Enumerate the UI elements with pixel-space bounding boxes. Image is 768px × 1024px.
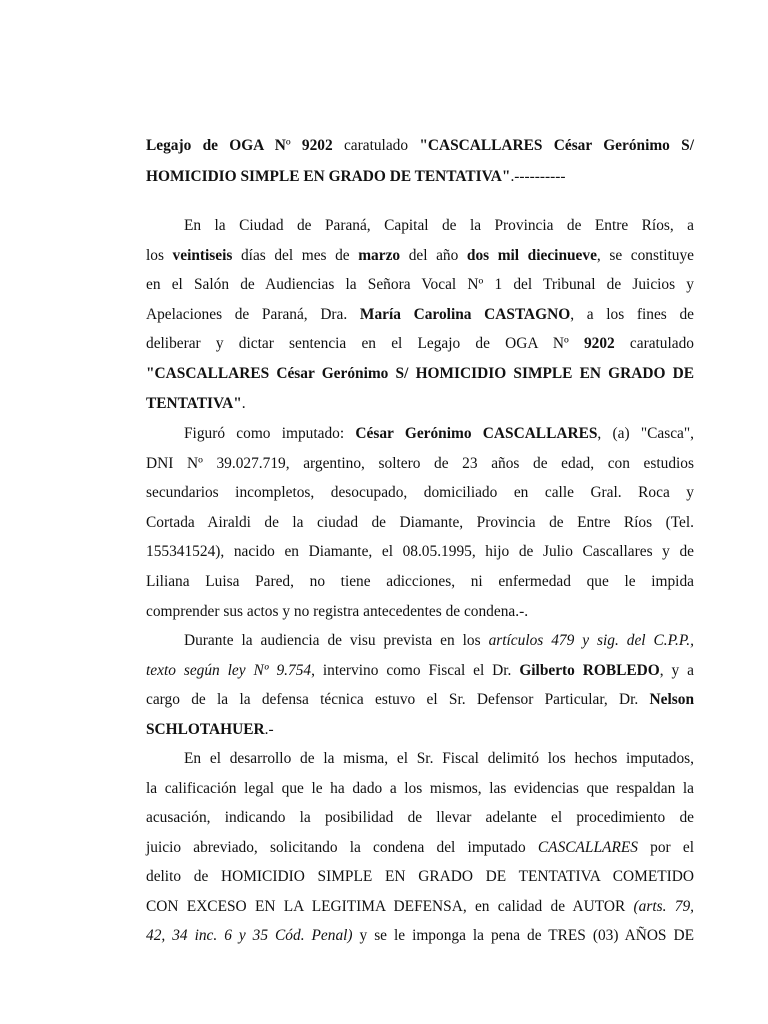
text-run: César Gerónimo CASCALLARES	[355, 425, 598, 442]
text-run: , y a	[659, 662, 694, 679]
text-run: Gilberto ROBLEDO	[519, 662, 660, 679]
text-run: , a los fines de	[570, 306, 694, 323]
paragraph3-line-3	[146, 690, 694, 710]
text-run: SCHLOTAHUER	[146, 721, 265, 738]
text-run: CON EXCESO EN LA LEGITIMA DEFENSA, en calidad de AUTOR	[146, 898, 634, 915]
text-run: secundarios incompletos, desocupado, domiciliado en calle Gral. Roca y	[146, 484, 694, 501]
text-run: veintiseis	[172, 247, 233, 264]
text-run: cargo de la la defensa técnica estuvo el Sr. Defensor Particular, Dr.	[146, 691, 650, 708]
paragraph1-line-1	[184, 216, 694, 236]
text-run: y se le imponga la pena de TRES (03) AÑOS DE	[352, 927, 694, 944]
paragraph3-line-2	[146, 661, 694, 681]
paragraph2-line-3	[146, 483, 694, 503]
text-run: (arts. 79,	[633, 898, 694, 915]
text-run: Liliana Luisa Pared, no tiene adicciones, ni enfermedad que le impida	[146, 573, 694, 590]
paragraph1-line-6	[146, 364, 694, 384]
text-run: , (a) "Casca",	[597, 425, 694, 442]
paragraph3-line-4	[146, 720, 274, 740]
text-run: caratulado	[332, 137, 420, 154]
text-run: la calificación legal que le ha dado a los mismos, las evidencias que respaldan la	[146, 780, 694, 797]
text-run: DNI Nº 39.027.719, argentino, soltero de 23 años de edad, con estudios	[146, 455, 694, 472]
text-run: Nelson	[649, 691, 694, 708]
text-run: artículos 479 y sig. del C.P.P.,	[488, 632, 695, 649]
text-run: 155341524), nacido en Diamante, el 08.05.1995, hijo de Julio Cascallares y de	[146, 543, 694, 560]
text-run: en el Salón de Audiencias la Señora Vocal Nº 1 del Tribunal de Juicios y	[146, 276, 694, 293]
text-run: del año	[400, 247, 467, 264]
paragraph4-line-1	[184, 749, 694, 769]
text-run: Legajo de OGA N	[146, 137, 286, 154]
paragraph2-line-2	[146, 454, 694, 474]
text-run: Figuró como imputado:	[184, 425, 356, 442]
text-run: 9202	[290, 137, 333, 154]
header-line-1	[146, 136, 694, 156]
text-run: TENTATIVA"	[146, 395, 242, 412]
text-run: En la Ciudad de Paraná, Capital de la Provincia de Entre Ríos, a	[184, 217, 694, 234]
paragraph4-line-3	[146, 808, 694, 828]
text-run: los	[146, 247, 173, 264]
paragraph2-line-6	[146, 572, 694, 592]
text-run: "CASCALLARES César Gerónimo S/ HOMICIDIO SIMPLE EN GRADO DE	[146, 365, 694, 382]
text-run: María Carolina CASTAGNO	[359, 306, 571, 323]
paragraph3-line-1	[184, 631, 694, 651]
paragraph4-line-4	[146, 838, 694, 858]
text-run: 9202	[583, 335, 615, 352]
text-run: , intervino como Fiscal el Dr.	[311, 662, 520, 679]
text-run: º	[285, 137, 291, 154]
text-run: .	[241, 395, 246, 412]
text-run: .----------	[510, 168, 566, 185]
paragraph1-line-4	[146, 305, 694, 325]
text-run: deliberar y dictar sentencia en el Legajo de OGA Nº	[146, 335, 584, 352]
paragraph2-line-5	[146, 542, 694, 562]
text-run: marzo	[358, 247, 401, 264]
paragraph2-line-7	[146, 602, 528, 622]
text-run: , se constituye	[596, 247, 695, 264]
text-run: Cortada Airaldi de la ciudad de Diamante, Provincia de Entre Ríos (Tel.	[146, 514, 694, 531]
text-run: delito de HOMICIDIO SIMPLE EN GRADO DE TENTATIVA COMETIDO	[146, 868, 694, 885]
text-run: En el desarrollo de la misma, el Sr. Fiscal delimitó los hechos imputados,	[184, 750, 694, 767]
header-line-2	[146, 167, 566, 187]
paragraph4-line-7	[146, 926, 694, 946]
text-run: días del mes de	[232, 247, 359, 264]
text-run: dos mil diecinueve	[466, 247, 597, 264]
text-run: comprender sus actos y no registra antecedentes de condena.-.	[146, 603, 529, 620]
text-run: HOMICIDIO SIMPLE EN GRADO DE TENTATIVA"	[146, 168, 511, 185]
text-run: Durante la audiencia de visu prevista en los	[184, 632, 489, 649]
text-run: .-	[264, 721, 274, 738]
paragraph2-line-4	[146, 513, 694, 533]
text-run: 42, 34 inc. 6 y 35 Cód. Penal)	[146, 927, 353, 944]
text-run: acusación, indicando la posibilidad de llevar adelante el procedimiento de	[146, 809, 694, 826]
text-run: caratulado	[614, 335, 695, 352]
paragraph1-line-5	[146, 334, 694, 354]
paragraph2-line-1	[184, 424, 694, 444]
text-run: juicio abreviado, solicitando la condena del imputado	[146, 839, 538, 856]
paragraph4-line-2	[146, 779, 694, 799]
text-run: Apelaciones de Paraná, Dra.	[146, 306, 360, 323]
text-run: por el	[637, 839, 694, 856]
text-run: CASCALLARES	[537, 839, 638, 856]
paragraph1-line-3	[146, 275, 694, 295]
paragraph4-line-6	[146, 897, 694, 917]
text-run: texto según ley Nº 9.754	[146, 662, 312, 679]
text-run: "CASCALLARES César Gerónimo S/	[419, 137, 694, 154]
paragraph1-line-2	[146, 246, 694, 266]
paragraph1-line-7	[146, 394, 246, 414]
paragraph4-line-5	[146, 867, 694, 887]
